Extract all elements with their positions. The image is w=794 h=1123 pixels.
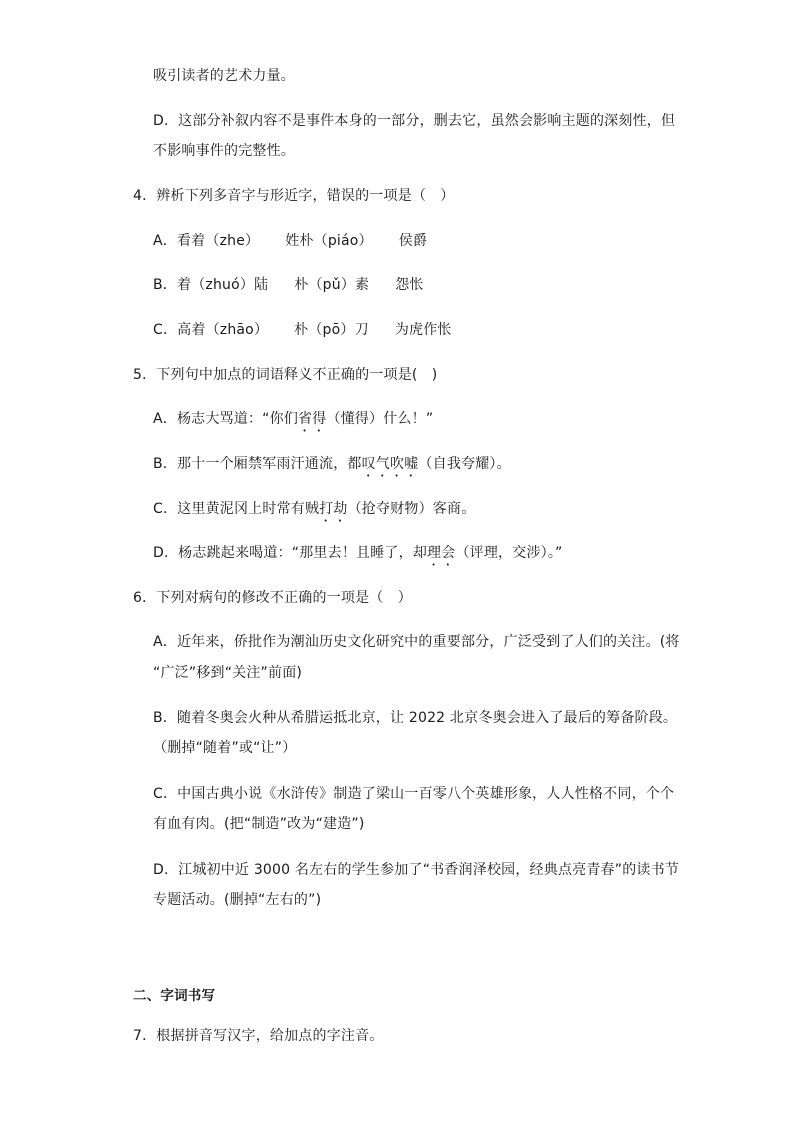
q3-option-d-line2: 不影响事件的完整性。 bbox=[153, 143, 295, 159]
q5-option-d bbox=[153, 543, 563, 569]
q6-stem: 6．下列对病句的修改不正确的一项是（ ） bbox=[133, 590, 412, 606]
q6-option-a-line2: “广泛”移到“关注”前面) bbox=[153, 665, 303, 681]
q3-option-c-continuation: 吸引读者的艺术力量。 bbox=[153, 68, 295, 84]
q5-option-a bbox=[153, 409, 433, 435]
q5-option-b-post: （自我夸耀）。 bbox=[418, 456, 511, 472]
q6-option-d-line1: D．江城初中近 3000 名左右的学生参加了“书香润泽校园，经典点亮青春”的读书节 bbox=[153, 862, 680, 878]
q4-option-b-part1: B．着（zhuó）陆 bbox=[153, 277, 269, 293]
q5-option-a-pre: A．杨志大骂道：“你们 bbox=[153, 411, 299, 427]
q5-option-b-dotted-word: 叹气吹嘘 bbox=[361, 456, 419, 472]
q6-option-c-line2: 有血有肉。(把“制造”改为“建造”) bbox=[153, 816, 365, 832]
q4-option-a-part1: A．看着（zhe） bbox=[153, 233, 260, 249]
q4-option-c-part1: C．高着（zhāo） bbox=[153, 322, 269, 338]
q5-option-a-post: （懂得）什么！” bbox=[326, 411, 434, 427]
q4-stem: 4．辨析下列多音字与形近字，错误的一项是（ ） bbox=[133, 188, 455, 204]
q4-option-b bbox=[153, 275, 424, 295]
q4-option-a-part2: 姓朴（piáo） bbox=[285, 233, 373, 249]
q6-option-b-line1: B．随着冬奥会火种从希腊运抵北京，让 2022 北京冬奥会进入了最后的筹备阶段。 bbox=[153, 710, 678, 726]
q6-option-a-line1: A．近年来，侨批作为潮汕历史文化研究中的重要部分，广泛受到了人们的关注。(将 bbox=[153, 634, 680, 650]
q6-option-d-line2: 专题活动。(删掉“左右的”) bbox=[153, 892, 322, 908]
q5-option-b bbox=[153, 454, 511, 480]
q5-stem: 5．下列句中加点的词语释义不正确的一项是( ) bbox=[133, 367, 438, 383]
q5-option-c-pre: C．这里黄泥冈上时常有贼 bbox=[153, 501, 320, 517]
q5-option-b-pre: B．那十一个厢禁军雨汗通流，都 bbox=[153, 456, 362, 472]
q5-option-d-pre: D．杨志跳起来喝道：“那里去！且睡了，却 bbox=[153, 545, 428, 561]
q6-option-b-line2: （删掉“随着”或“让”） bbox=[153, 740, 297, 756]
q3-option-d-line1: D．这部分补叙内容不是事件本身的一部分，删去它，虽然会影响主题的深刻性，但 bbox=[153, 113, 676, 129]
q5-option-c bbox=[153, 499, 475, 525]
q4-option-a-part3: 侯爵 bbox=[398, 233, 428, 249]
q5-option-d-post: （评理，交涉）。” bbox=[455, 545, 563, 561]
section-heading: 二、字词书写 bbox=[133, 988, 216, 1004]
q5-option-c-dotted-word: 打劫 bbox=[319, 501, 348, 517]
q7-stem: 7．根据拼音写汉字，给加点的字注音。 bbox=[133, 1028, 384, 1044]
q4-option-c bbox=[153, 320, 452, 340]
q5-option-a-dotted-word: 省得 bbox=[298, 411, 327, 427]
q4-option-c-part2: 朴（pō）刀 bbox=[294, 322, 369, 338]
q5-option-c-post: （抢夺财物）客商。 bbox=[347, 501, 476, 517]
q4-option-a bbox=[153, 231, 427, 251]
q5-option-d-dotted-word: 理会 bbox=[427, 545, 456, 561]
q4-option-b-part3: 怨怅 bbox=[395, 277, 424, 293]
q4-option-b-part2: 朴（pǔ）素 bbox=[294, 277, 370, 293]
q4-option-c-part3: 为虎作怅 bbox=[394, 322, 452, 338]
q6-option-c-line1: C．中国古典小说《水浒传》制造了梁山一百零八个英雄形象，人人性格不同，个个 bbox=[153, 786, 675, 802]
